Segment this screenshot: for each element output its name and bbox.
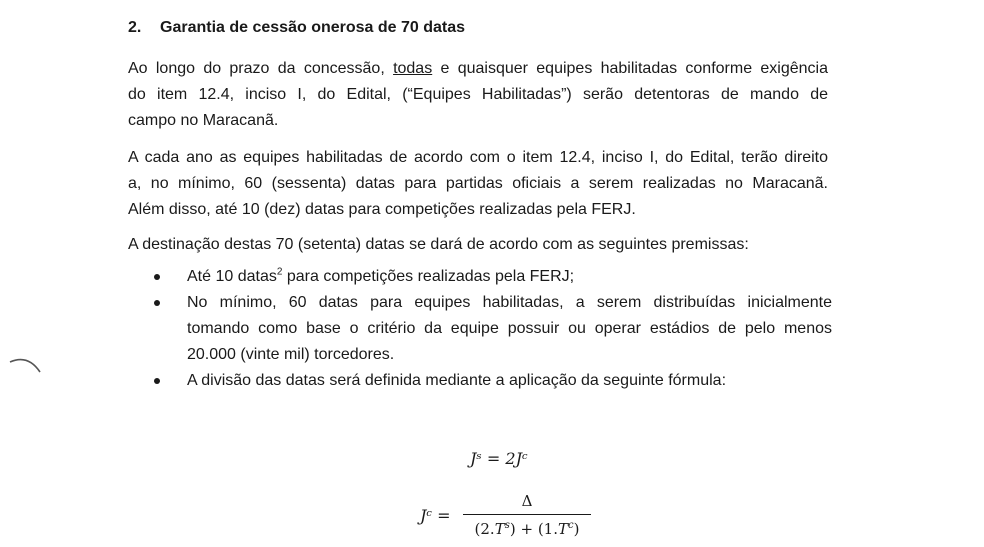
fraction-denominator: [463, 518, 591, 540]
text-span: para competições realizadas pela FERJ;: [282, 268, 575, 285]
section-heading: [128, 19, 465, 37]
paragraph-3-line-1: A destinação destas 70 (setenta) datas se dará de acordo com as seguintes premissas:: [128, 236, 749, 253]
paragraph-2-line-3: Além disso, até 10 (dez) datas para competições realizadas pela FERJ.: [128, 201, 636, 218]
footnote-ref: 2: [276, 266, 283, 278]
paragraph-3: [128, 232, 828, 258]
fraction-numerator: Δ: [521, 492, 533, 510]
text-span: e quaisquer equipes habilitadas conforme exigência: [432, 60, 828, 77]
list-item: [152, 368, 832, 394]
list-item-line: No mínimo, 60 datas para equipes habilitadas, a serem distribuídas inicialmente: [187, 294, 832, 311]
fraction-bar: [463, 514, 591, 515]
list-item-line: A divisão das datas será definida mediante a aplicação da seguinte fórmula:: [187, 372, 727, 389]
formula-2-lhs: Jᶜ =: [420, 506, 451, 525]
formula-1: Jˢ = 2Jᶜ: [470, 449, 528, 468]
text-span: Até 10 datas: [187, 268, 277, 285]
paragraph-2-line-2: a, no mínimo, 60 (sessenta) datas para partidas oficiais a serem realizadas no Maracanã.: [128, 175, 828, 192]
text-span: Ao longo do prazo da concessão,: [128, 60, 394, 77]
section-title: Garantia de cessão onerosa de 70 datas: [160, 19, 466, 36]
superscript: c: [568, 520, 574, 531]
bullet-icon: [154, 274, 160, 280]
list-item-line: tomando como base o critério da equipe possuir ou operar estádios de pelo menos: [187, 320, 832, 337]
scan-artifact-arc-icon: [8, 352, 42, 386]
underlined-word: todas: [393, 60, 433, 77]
bullet-icon: [154, 378, 160, 384]
list-item: [152, 290, 832, 368]
text-span: T: [557, 520, 568, 538]
text-span: ): [573, 520, 580, 538]
bullet-icon: [154, 300, 160, 306]
paragraph-2-line-1: A cada ano as equipes habilitadas de acordo com o item 12.4, inciso I, do Edital, terão direito: [128, 149, 828, 166]
formula-2-fraction: [463, 490, 591, 540]
paragraph-1-line-2: do item 12.4, inciso I, do Edital, (“Equipes Habilitadas”) serão detentoras de mando de: [128, 86, 828, 103]
superscript: s: [504, 520, 510, 531]
text-span: (2.: [474, 520, 495, 538]
paragraph-2: [128, 145, 828, 223]
paragraph-1: [128, 56, 828, 134]
section-number: 2.: [128, 19, 142, 36]
paragraph-1-line-3: campo no Maracanã.: [128, 112, 279, 129]
list-item: [152, 264, 832, 290]
list-item-line: 20.000 (vinte mil) torcedores.: [187, 346, 395, 363]
text-span: T: [494, 520, 505, 538]
premises-list: [152, 264, 832, 394]
paragraph-1-line-1: [128, 56, 828, 82]
text-span: ) + (1.: [509, 520, 558, 538]
